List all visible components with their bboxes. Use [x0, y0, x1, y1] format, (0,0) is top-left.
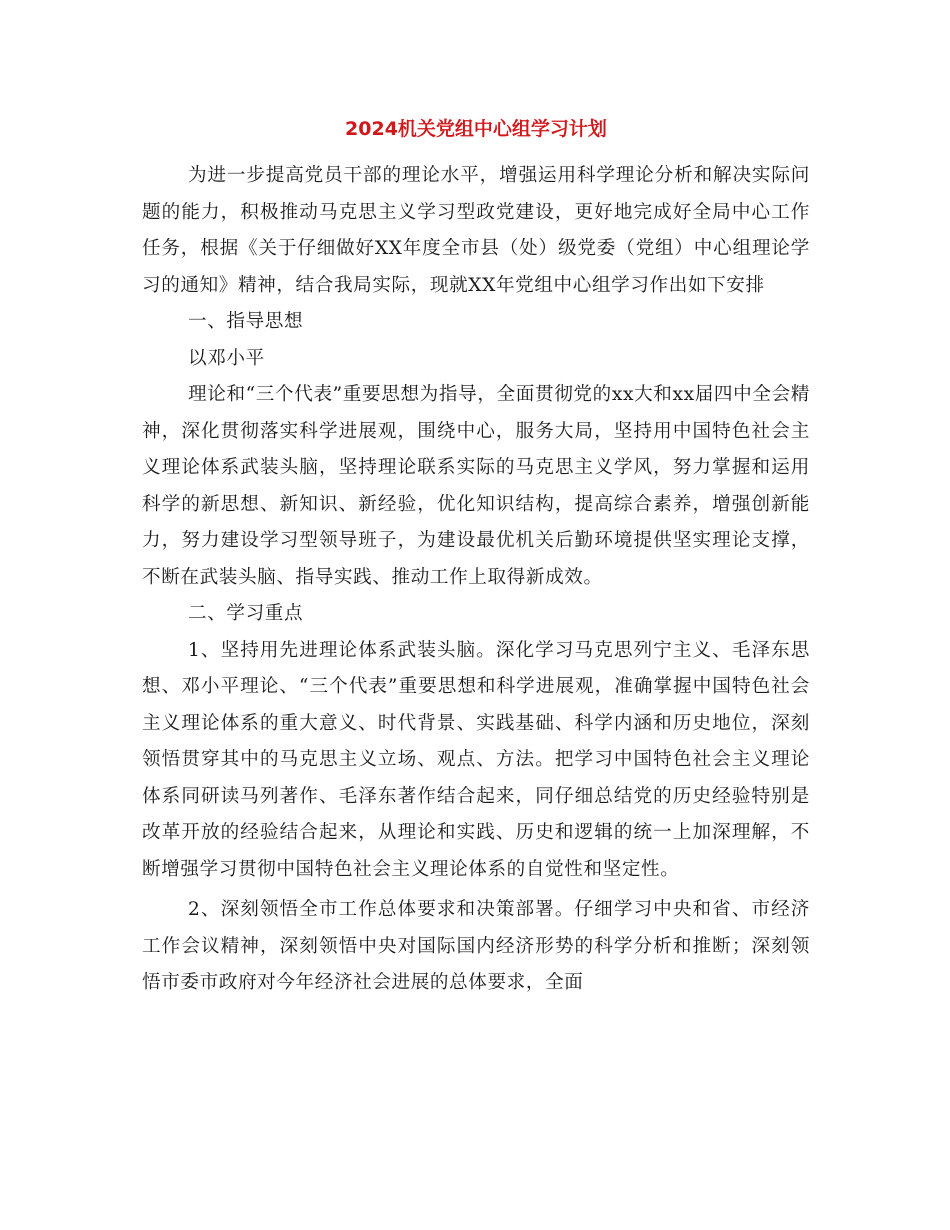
document-title: 2024机关党组中心组学习计划 — [345, 118, 607, 140]
intro-paragraph: 为进一步提高党员干部的理论水平，增强运用科学理论分析和解决实际问题的能力，积极推动马克思主义学习型政党建设，更好地完成好全局中心工作任务，根据《关于仔细做好XX年度全市县（处）级党委（党组）中心组理论学习的通知》精神，结合我局实际，现就XX年党组中心组学习作出如下安排 — [142, 165, 810, 296]
section-heading-guiding-thought: 一、指导思想 — [188, 311, 304, 332]
section-heading-study-focus: 二、学习重点 — [188, 603, 304, 624]
study-focus-item-1: 1、坚持用先进理论体系武装头脑。深化学习马克思列宁主义、毛泽东思想、邓小平理论、“三个代表”重要思想和科学进展观，准确掌握中国特色社会主义理论体系的重大意义、时代背景、实践基础、科学内涵和历史地位，深刻领悟贯穿其中的马克思主义立场、观点、方法。把学习中国特色社会主义理论体系同研读马列著作、毛泽东著作结合起来，同仔细总结党的历史经验特别是改革开放的经验结合起来，从理论和实践、历史和逻辑的统一上加深理解，不断增强学习贯彻中国特色社会主义理论体系的自觉性和坚定性。 — [142, 639, 810, 880]
guiding-thought-paragraph: 理论和“三个代表”重要思想为指导，全面贯彻党的xx大和xx届四中全会精神，深化贯彻落实科学进展观，围绕中心，服务大局，坚持用中国特色社会主义理论体系武装头脑，坚持理论联系实际的马克思主义学风，努力掌握和运用科学的新思想、新知识、新经验，优化知识结构，提高综合素养，增强创新能力，努力建设学习型领导班子，为建设最优机关后勤环境提供坚实理论支撑，不断在武装头脑、指导实践、推动工作上取得新成效。 — [142, 384, 810, 588]
paragraph-fragment: 以邓小平 — [188, 347, 265, 369]
study-focus-item-2: 2、深刻领悟全市工作总体要求和决策部署。仔细学习中央和省、市经济工作会议精神，深刻领悟中央对国际国内经济形势的科学分析和推断；深刻领悟市委市政府对今年经济社会进展的总体要求，全面 — [142, 899, 810, 993]
document-page — [142, 112, 810, 1002]
